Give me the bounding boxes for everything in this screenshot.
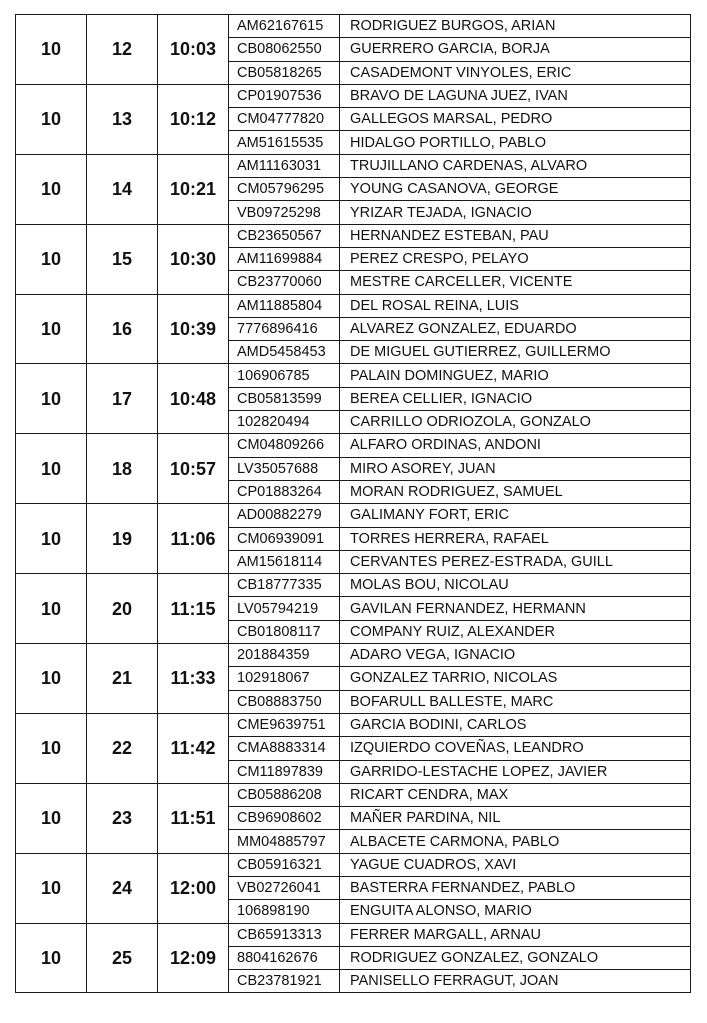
player-name-cell: PANISELLO FERRAGUT, JOAN [340, 970, 691, 993]
license-id-cell: AM11699884 [229, 247, 340, 270]
round-cell: 10 [16, 434, 87, 504]
tee-time-cell: 10:48 [158, 364, 229, 434]
player-name-cell: MAÑER PARDINA, NIL [340, 807, 691, 830]
round-cell: 10 [16, 713, 87, 783]
round-cell: 10 [16, 504, 87, 574]
player-name-cell: IZQUIERDO COVEÑAS, LEANDRO [340, 737, 691, 760]
player-name-cell: YAGUE CUADROS, XAVI [340, 853, 691, 876]
player-name-cell: MORAN RODRIGUEZ, SAMUEL [340, 480, 691, 503]
hole-cell: 19 [87, 504, 158, 574]
hole-cell: 20 [87, 574, 158, 644]
player-row [16, 783, 691, 806]
license-id-cell: CB05886208 [229, 783, 340, 806]
player-row [16, 574, 691, 597]
round-cell: 10 [16, 294, 87, 364]
license-id-cell: CB23650567 [229, 224, 340, 247]
license-id-cell: 7776896416 [229, 317, 340, 340]
license-id-cell: 8804162676 [229, 946, 340, 969]
tee-time-cell: 10:03 [158, 15, 229, 85]
player-row [16, 713, 691, 736]
player-name-cell: RODRIGUEZ GONZALEZ, GONZALO [340, 946, 691, 969]
license-id-cell: 102820494 [229, 411, 340, 434]
player-name-cell: CERVANTES PEREZ-ESTRADA, GUILL [340, 550, 691, 573]
player-row [16, 504, 691, 527]
license-id-cell: CP01907536 [229, 84, 340, 107]
license-id-cell: CB05813599 [229, 387, 340, 410]
license-id-cell: CMA8883314 [229, 737, 340, 760]
license-id-cell: 106906785 [229, 364, 340, 387]
license-id-cell: AM62167615 [229, 15, 340, 38]
player-name-cell: GALLEGOS MARSAL, PEDRO [340, 108, 691, 131]
player-row [16, 84, 691, 107]
player-name-cell: FERRER MARGALL, ARNAU [340, 923, 691, 946]
player-name-cell: BASTERRA FERNANDEZ, PABLO [340, 876, 691, 899]
player-name-cell: MESTRE CARCELLER, VICENTE [340, 271, 691, 294]
license-id-cell: CM11897839 [229, 760, 340, 783]
hole-cell: 16 [87, 294, 158, 364]
round-cell: 10 [16, 154, 87, 224]
player-name-cell: ADARO VEGA, IGNACIO [340, 644, 691, 667]
license-id-cell: AM15618114 [229, 550, 340, 573]
player-name-cell: DEL ROSAL REINA, LUIS [340, 294, 691, 317]
hole-cell: 22 [87, 713, 158, 783]
tee-time-cell: 11:06 [158, 504, 229, 574]
player-name-cell: GARRIDO-LESTACHE LOPEZ, JAVIER [340, 760, 691, 783]
tee-time-cell: 10:30 [158, 224, 229, 294]
player-name-cell: RICART CENDRA, MAX [340, 783, 691, 806]
player-row [16, 294, 691, 317]
round-cell: 10 [16, 783, 87, 853]
player-name-cell: BOFARULL BALLESTE, MARC [340, 690, 691, 713]
hole-cell: 24 [87, 853, 158, 923]
tee-time-cell: 10:21 [158, 154, 229, 224]
round-cell: 10 [16, 923, 87, 993]
license-id-cell: CB01808117 [229, 620, 340, 643]
player-name-cell: GONZALEZ TARRIO, NICOLAS [340, 667, 691, 690]
license-id-cell: CB65913313 [229, 923, 340, 946]
player-name-cell: ALFARO ORDINAS, ANDONI [340, 434, 691, 457]
hole-cell: 21 [87, 644, 158, 714]
tee-time-table [15, 14, 691, 993]
license-id-cell: CM04809266 [229, 434, 340, 457]
tee-time-cell: 10:57 [158, 434, 229, 504]
player-name-cell: GAVILAN FERNANDEZ, HERMANN [340, 597, 691, 620]
round-cell: 10 [16, 853, 87, 923]
player-row [16, 923, 691, 946]
player-name-cell: GALIMANY FORT, ERIC [340, 504, 691, 527]
hole-cell: 23 [87, 783, 158, 853]
tee-time-cell: 10:12 [158, 84, 229, 154]
round-cell: 10 [16, 15, 87, 85]
player-name-cell: MIRO ASOREY, JUAN [340, 457, 691, 480]
player-row [16, 15, 691, 38]
license-id-cell: VB02726041 [229, 876, 340, 899]
license-id-cell: CB23770060 [229, 271, 340, 294]
player-row [16, 853, 691, 876]
license-id-cell: AM51615535 [229, 131, 340, 154]
player-name-cell: ALVAREZ GONZALEZ, EDUARDO [340, 317, 691, 340]
player-name-cell: GARCIA BODINI, CARLOS [340, 713, 691, 736]
license-id-cell: AM11885804 [229, 294, 340, 317]
player-name-cell: TRUJILLANO CARDENAS, ALVARO [340, 154, 691, 177]
tee-time-cell: 11:33 [158, 644, 229, 714]
license-id-cell: AD00882279 [229, 504, 340, 527]
license-id-cell: CP01883264 [229, 480, 340, 503]
hole-cell: 18 [87, 434, 158, 504]
player-name-cell: HIDALGO PORTILLO, PABLO [340, 131, 691, 154]
license-id-cell: CM05796295 [229, 178, 340, 201]
player-name-cell: YOUNG CASANOVA, GEORGE [340, 178, 691, 201]
player-name-cell: BRAVO DE LAGUNA JUEZ, IVAN [340, 84, 691, 107]
round-cell: 10 [16, 574, 87, 644]
license-id-cell: 106898190 [229, 900, 340, 923]
license-id-cell: 201884359 [229, 644, 340, 667]
license-id-cell: AM11163031 [229, 154, 340, 177]
player-name-cell: YRIZAR TEJADA, IGNACIO [340, 201, 691, 224]
license-id-cell: CM04777820 [229, 108, 340, 131]
player-name-cell: BEREA CELLIER, IGNACIO [340, 387, 691, 410]
player-name-cell: DE MIGUEL GUTIERREZ, GUILLERMO [340, 341, 691, 364]
player-name-cell: CARRILLO ODRIOZOLA, GONZALO [340, 411, 691, 434]
player-name-cell: TORRES HERRERA, RAFAEL [340, 527, 691, 550]
hole-cell: 17 [87, 364, 158, 434]
player-row [16, 224, 691, 247]
hole-cell: 12 [87, 15, 158, 85]
license-id-cell: AMD5458453 [229, 341, 340, 364]
player-row [16, 364, 691, 387]
player-name-cell: COMPANY RUIZ, ALEXANDER [340, 620, 691, 643]
tee-time-cell: 12:00 [158, 853, 229, 923]
license-id-cell: VB09725298 [229, 201, 340, 224]
license-id-cell: CME9639751 [229, 713, 340, 736]
tee-time-cell: 12:09 [158, 923, 229, 993]
tee-time-cell: 10:39 [158, 294, 229, 364]
player-name-cell: ENGUITA ALONSO, MARIO [340, 900, 691, 923]
hole-cell: 25 [87, 923, 158, 993]
hole-cell: 13 [87, 84, 158, 154]
player-row [16, 644, 691, 667]
tee-time-cell: 11:51 [158, 783, 229, 853]
license-id-cell: CB96908602 [229, 807, 340, 830]
license-id-cell: CB08062550 [229, 38, 340, 61]
round-cell: 10 [16, 644, 87, 714]
license-id-cell: MM04885797 [229, 830, 340, 853]
license-id-cell: CB08883750 [229, 690, 340, 713]
license-id-cell: CB05916321 [229, 853, 340, 876]
player-name-cell: GUERRERO GARCIA, BORJA [340, 38, 691, 61]
license-id-cell: 102918067 [229, 667, 340, 690]
round-cell: 10 [16, 84, 87, 154]
license-id-cell: CB18777335 [229, 574, 340, 597]
license-id-cell: CB23781921 [229, 970, 340, 993]
license-id-cell: CM06939091 [229, 527, 340, 550]
round-cell: 10 [16, 364, 87, 434]
license-id-cell: LV05794219 [229, 597, 340, 620]
hole-cell: 15 [87, 224, 158, 294]
hole-cell: 14 [87, 154, 158, 224]
player-name-cell: RODRIGUEZ BURGOS, ARIAN [340, 15, 691, 38]
player-row [16, 154, 691, 177]
license-id-cell: CB05818265 [229, 61, 340, 84]
player-name-cell: CASADEMONT VINYOLES, ERIC [340, 61, 691, 84]
tee-time-body [16, 15, 691, 993]
player-name-cell: MOLAS BOU, NICOLAU [340, 574, 691, 597]
player-name-cell: PALAIN DOMINGUEZ, MARIO [340, 364, 691, 387]
tee-time-cell: 11:42 [158, 713, 229, 783]
tee-time-cell: 11:15 [158, 574, 229, 644]
player-name-cell: PEREZ CRESPO, PELAYO [340, 247, 691, 270]
license-id-cell: LV35057688 [229, 457, 340, 480]
player-name-cell: ALBACETE CARMONA, PABLO [340, 830, 691, 853]
player-name-cell: HERNANDEZ ESTEBAN, PAU [340, 224, 691, 247]
player-row [16, 434, 691, 457]
round-cell: 10 [16, 224, 87, 294]
